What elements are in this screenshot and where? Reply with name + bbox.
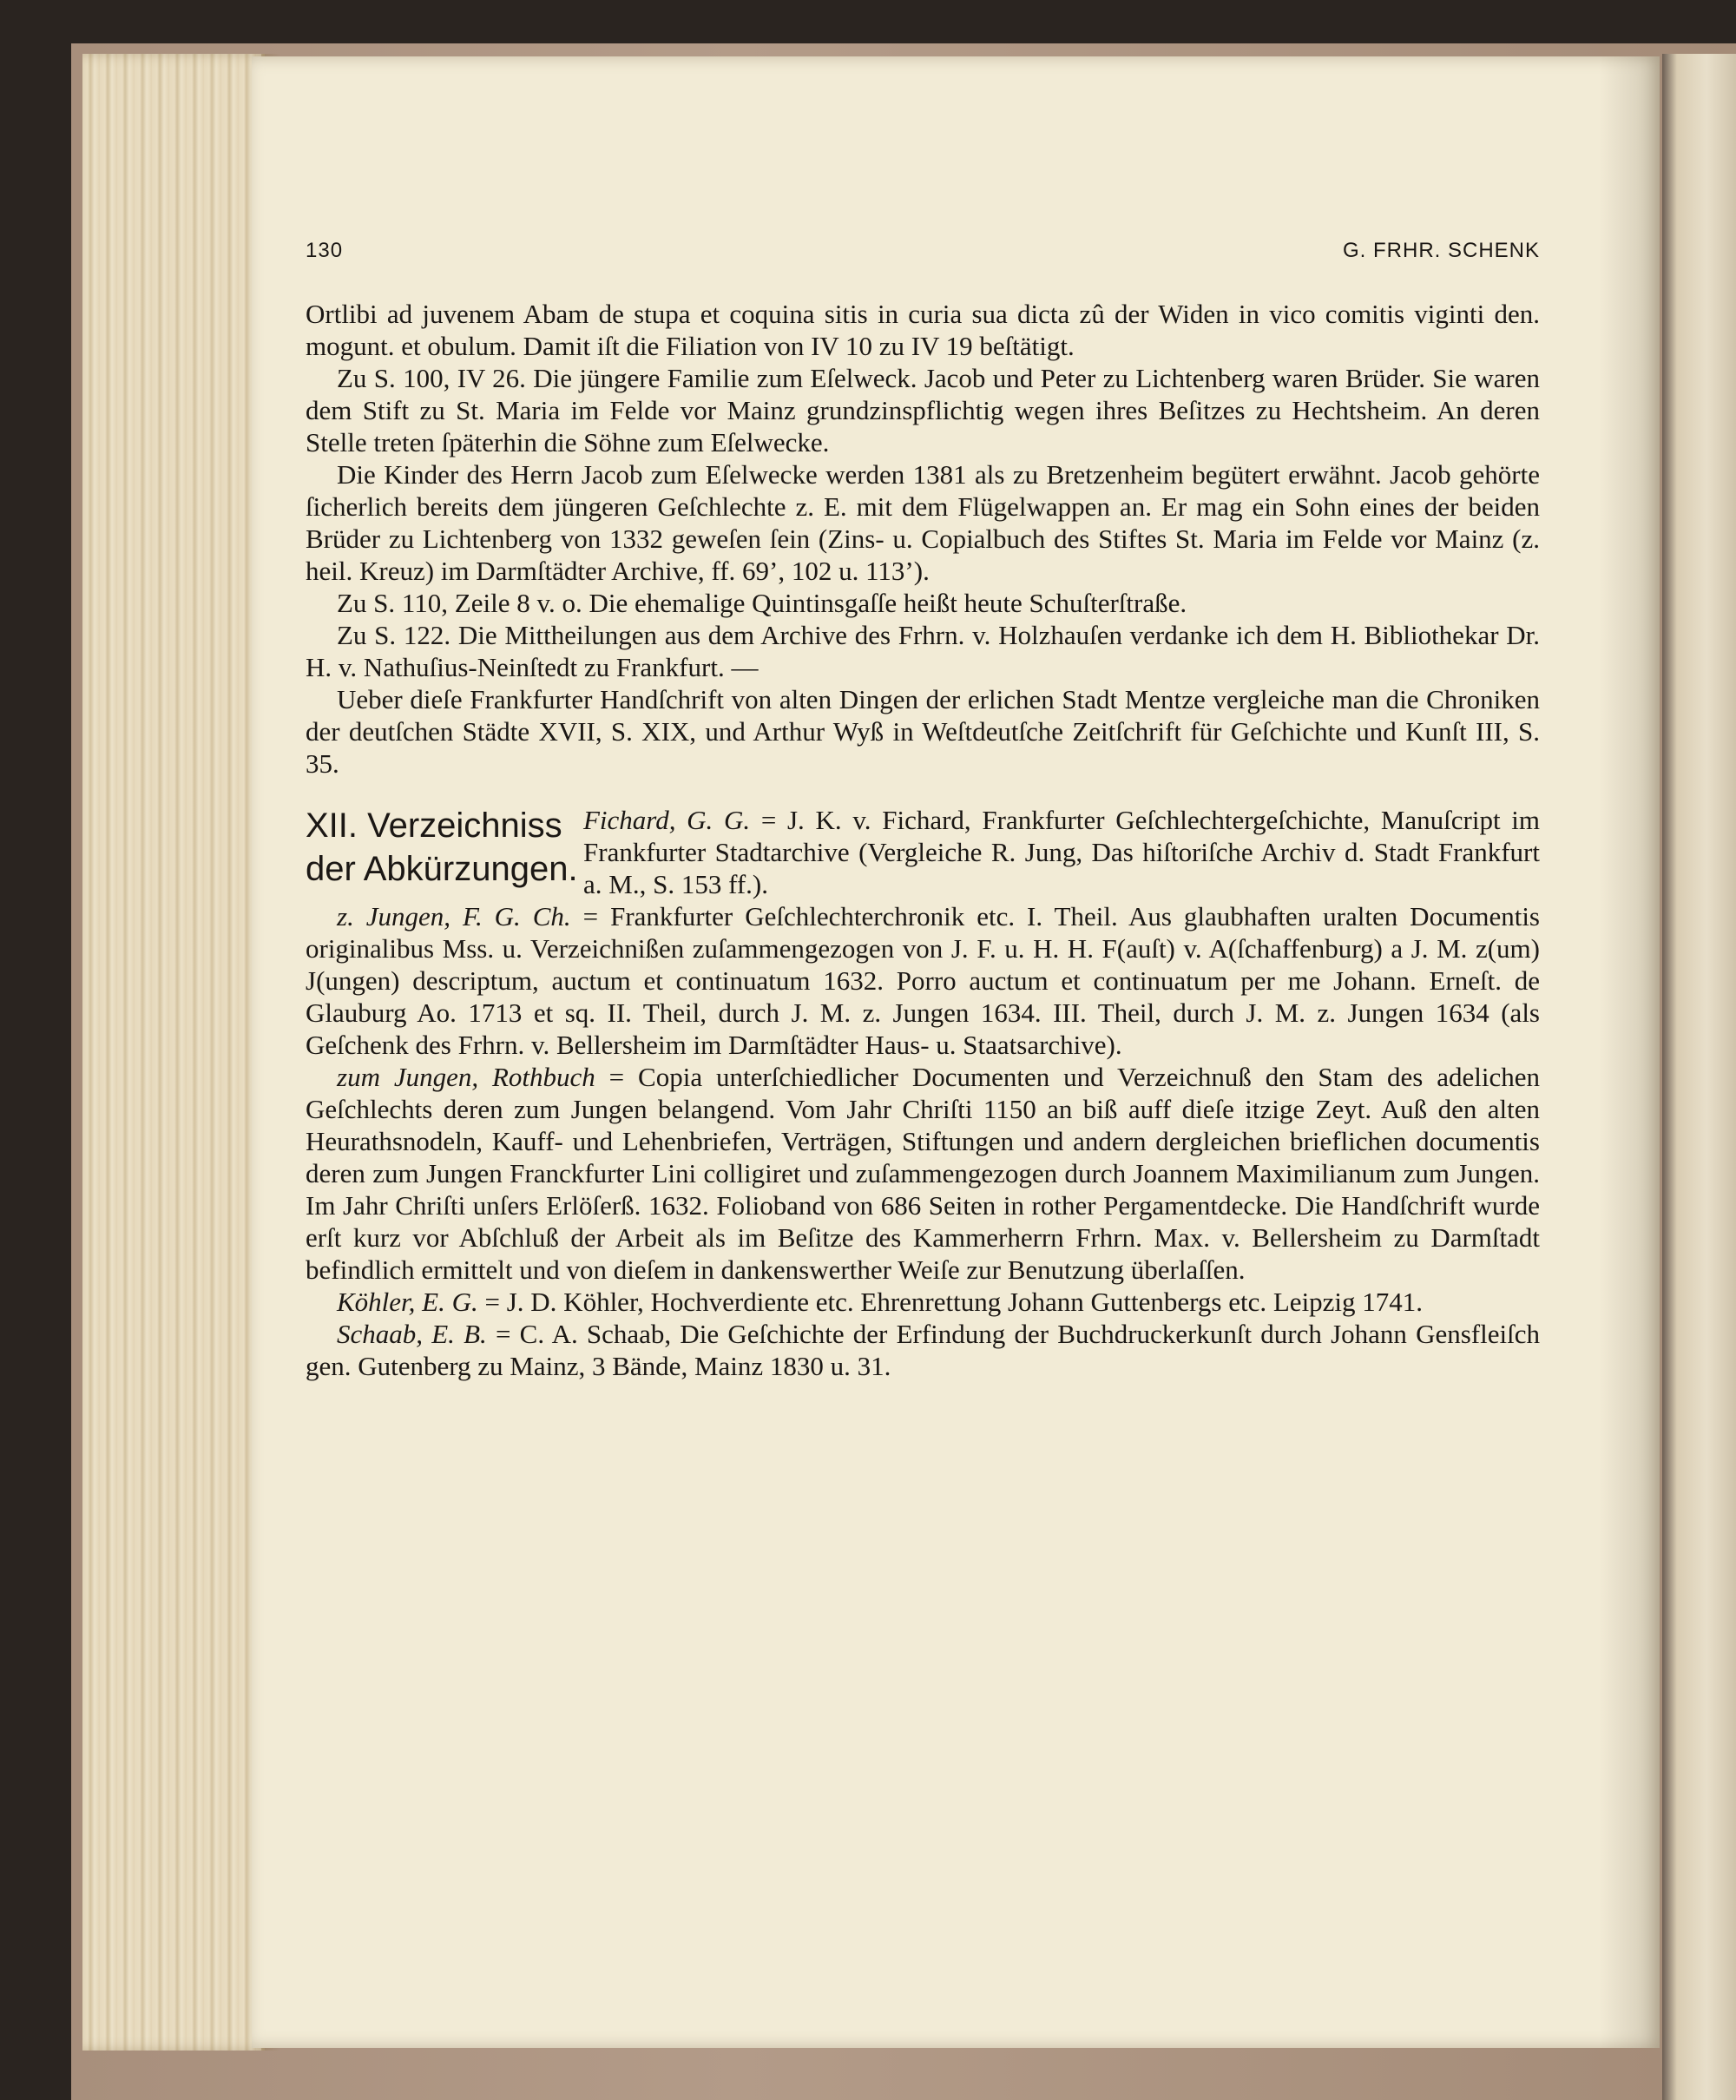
page-stack-edges [82,54,265,2051]
paragraph: Ueber dieſe Frankfurter Handſchrift von alten Dingen der erlichen Stadt Mentze vergleiche man die Chroniken der deutſchen Städte XVII, S. XIX, und Arthur Wyß in Weſtdeutſche Zeitſchrift für Geſchichte und Kunſt III, S. 35. [306,684,1540,779]
section-heading: XII. Verzeichniss der Abkürzungen. [306,806,578,888]
paragraph: Zu S. 110, Zeile 8 v. o. Die ehemalige Quintinsgaſſe heißt heute Schuſterſtraße. [337,588,1187,618]
abbreviation-entry [306,900,1540,1061]
abbreviation-entry [583,804,1540,900]
abbreviation-entry [306,1286,1540,1318]
abbreviation-definition: = C. A. Schaab, Die Geſchichte der Erfindung der Buchdruckerkunſt durch Johann Gensfleiſch gen. Gutenberg zu Mainz, 3 Bände, Mainz 1830 u. 31. [306,1319,1540,1381]
paragraph: Die Kinder des Herrn Jacob zum Eſelwecke werden 1381 als zu Bretzenheim begütert erwähnt. Jacob gehörte ſicherlich bereits dem jüngeren Geſchlechte z. E. mit dem Flügelwappen an. Er mag ein Sohn eines der beiden Brüder zu Lichtenberg von 1332 geweſen ſein (Zins- u. Copialbuch des Stiftes St. Maria im Felde vor Mainz (z. heil. Kreuz) im Darmſtädter Archive, ff. 69’, 102 u. 113’). [306,459,1540,586]
abbreviation-definition: = J. D. Köhler, Hochverdiente etc. Ehrenrettung Johann Guttenbergs etc. Leipzig 1741. [477,1287,1424,1317]
abbreviations-section [306,804,1540,900]
next-page-edge [1662,54,1736,2100]
running-head-author: G. FRHR. SCHENK [1342,239,1540,262]
abbreviation-term: zum Jungen, Rothbuch [337,1062,595,1092]
gutter-shadow [1599,56,1660,2048]
abbreviation-entry [306,1318,1540,1382]
abbreviation-definition: = J. K. v. Fichard, Frankfurter Geſchlechtergeſchichte, Manuſcript im Frankfurter Stadtarchive (Vergleiche R. Jung, Das hiſtoriſche Archiv d. Stadt Frankfurt a. M., S. 153 ff.). [583,805,1540,899]
abbreviation-entry [306,1061,1540,1286]
page-number: 130 [306,239,344,262]
abbreviation-term: z. Jungen, F. G. Ch. [337,901,571,932]
abbreviation-definition: = Frankfurter Geſchlechterchronik etc. I. Theil. Aus glaubhaften uralten Documentis originalibus Mss. u. Verzeichnißen zuſammengezogen von J. F. u. H. H. F(auſt) v. A(ſchaffenburg) a J. M. z(um) J(ungen) descriptum, auctum et continuatum 1632. Porro auctum et continuatum per me Johann. Erneſt. de Glauburg Ao. 1713 et sq. II. Theil, durch J. M. z. Jungen 1634. III. Theil, durch J. M. z. Jungen 1634 (als Geſchenk des Frhrn. v. Bellersheim im Darmſtädter Haus- u. Staatsarchive). [306,901,1540,1060]
running-head [306,234,1540,267]
paragraph: Ortlibi ad juvenem Abam de stupa et coquina sitis in curia sua dicta zû der Widen in vico comitis viginti den. mogunt. et obulum. Damit iſt die Filiation von IV 10 zu IV 19 beſtätigt. [306,299,1540,361]
page-content [306,234,1540,1382]
paragraph: Zu S. 100, IV 26. Die jüngere Familie zum Eſelweck. Jacob und Peter zu Lichtenberg waren Brüder. Sie waren dem Stift zu St. Maria im Felde vor Mainz grundzinspflichtig wegen ihres Beſitzes zu Hechtsheim. An deren Stelle treten ſpäterhin die Söhne zum Eſelwecke. [306,363,1540,458]
abbreviation-definition: = Copia unterſchiedlicher Documenten und Verzeichnuß den Stam des adelichen Geſchlechts deren zum Jungen belangend. Vom Jahr Chriſti 1150 an biß auff dieſe itzige Zeyt. Auß den alten Heurathsnodeln, Kauff- und Lehenbriefen, Verträgen, Stiftungen und andern dergleichen brieflichen documentis deren zum Jungen Franckfurter Lini colligiret und zuſammengezogen durch Joannem Maximilianum zum Jungen. Im Jahr Chriſti unſers Erlöſerß. 1632. Folioband von 686 Seiten in rother Pergamentdecke. Die Handſchrift wurde erſt kurz vor Abſchluß der Arbeit als im Beſitze des Kammerherrn Frhrn. Max. v. Bellersheim zu Darmſtadt befindlich ermittelt und von dieſem in dankenswerther Weiſe zur Benutzung überlaſſen. [306,1062,1540,1285]
abbreviation-term: Fichard, G. G. [583,805,751,835]
abbreviation-term: Schaab, E. B. [337,1319,487,1349]
paragraph: Zu S. 122. Die Mittheilungen aus dem Archive des Frhrn. v. Holzhauſen verdanke ich dem H. Bibliothekar Dr. H. v. Nathuſius-Neinſtedt zu Frankfurt. — [306,620,1540,682]
abbreviation-term: Köhler, E. G. [337,1287,478,1317]
